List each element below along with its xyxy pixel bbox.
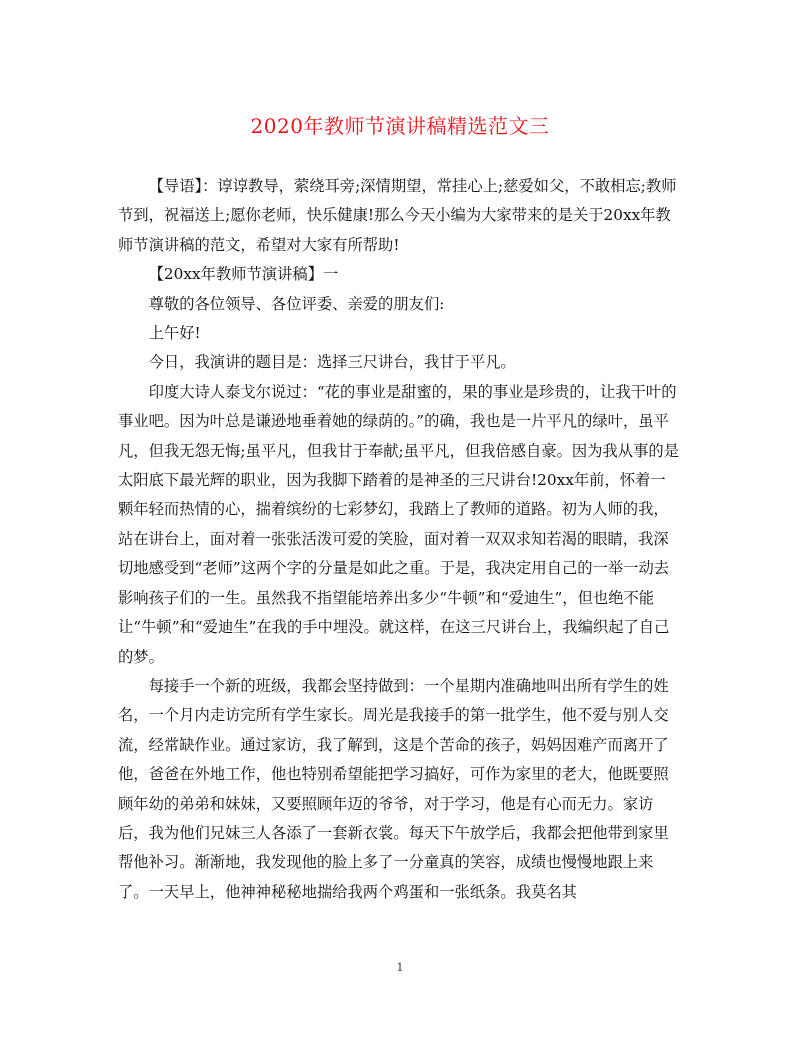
document-title: 2020年教师节演讲稿精选范文三 [250,114,550,138]
paragraph-heading: 【20xx年教师节演讲稿】一 [148,265,339,284]
paragraph-greeting: 上午好! [148,324,201,343]
paragraph-intro: 【导语】：谆谆教导，萦绕耳旁;深情期望，常挂心上;慈爱如父，不敢相忘;教师节到，祝福送上;愿你老师，快乐健康!那么今天小编为大家带来的是关于20xx年教师节演讲稿的范文，希望对大家有所帮助! [118,177,677,254]
paragraph-body-1: 印度大诗人泰戈尔说过：“花的事业是甜蜜的，果的事业是珍贵的，让我干叶的事业吧。因为叶总是谦逊地垂着她的绿荫的。”的确，我也是一片平凡的绿叶，虽平凡，但我无怨无悔;虽平凡，但我甘于奉献;虽平凡，但我倍感自豪。因为我从事的是太阳底下最光辉的职业，因为我脚下踏着的是神圣的三尺讲台!20xx年前，怀着一颗年轻而热情的心，揣着缤纷的七彩梦幻，我踏上了教师的道路。初为人师的我，站在讲台上，面对着一张张活泼可爱的笑脸，面对着一双双求知若渴的眼睛，我深切地感受到“老师”这两个字的分量是如此之重。于是，我决定用自己的一举一动去影响孩子们的一生。虽然我不指望能培养出多少“牛顿”和“爱迪生”，但也绝不能让“牛顿”和“爱迪生”在我的手中埋没。就这样，在这三尺讲台上，我编织起了自己的梦。 [118,382,679,666]
page-number: 1 [396,961,404,974]
paragraph-body-2: 每接手一个新的班级，我都会坚持做到：一个星期内准确地叫出所有学生的姓名，一个月内走访完所有学生家长。周光是我接手的第一批学生，他不爱与别人交流，经常缺作业。通过家访，我了解到，这是个苦命的孩子，妈妈因难产而离开了他，爸爸在外地工作，他也特别希望能把学习搞好，可作为家里的老大，他既要照顾年幼的弟弟和妹妹，又要照顾年迈的爷爷，对于学习，他是有心而无力。家访后，我为他们兄妹三人各添了一套新衣裳。每天下午放学后，我都会把他带到家里帮他补习。渐渐地，我发现他的脸上多了一分童真的笑容，成绩也慢慢地跟上来了。一天早上，他神神秘秘地揣给我两个鸡蛋和一张纸条。我莫名其 [118,676,669,901]
document-body [118,172,680,907]
paragraph-topic: 今日，我演讲的题目是：选择三尺讲台，我甘于平凡。 [148,353,516,372]
paragraph-salutation: 尊敬的各位领导、各位评委、亲爱的朋友们: [148,294,445,313]
